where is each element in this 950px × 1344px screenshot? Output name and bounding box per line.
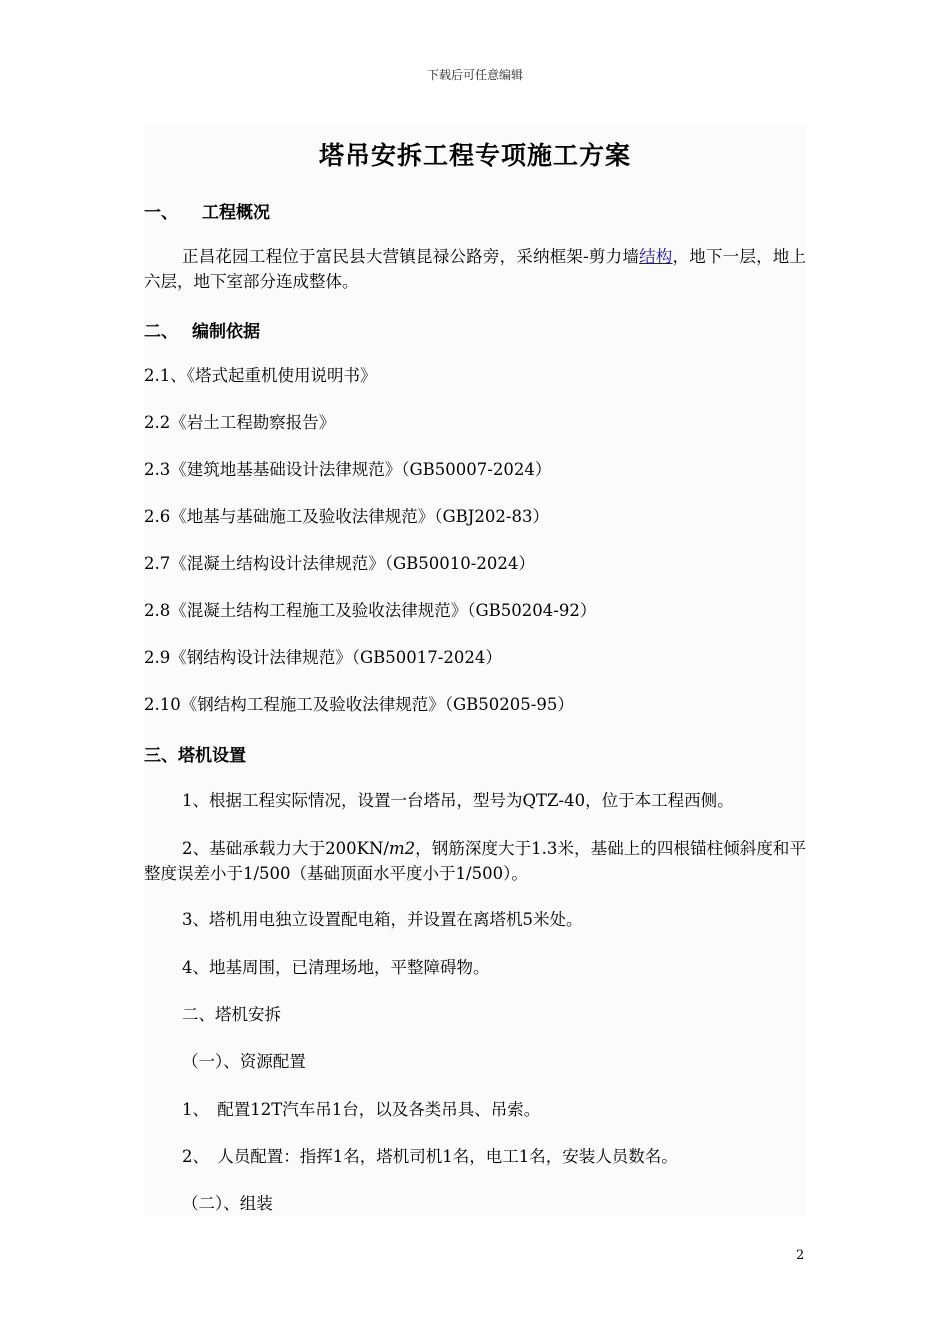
document-body xyxy=(144,124,806,1216)
section4-subheading-1: （一）、资源配置 xyxy=(182,1052,306,1071)
reference-item: 2.1、《塔式起重机使用说明书》 xyxy=(144,366,377,385)
section3-item-2-end: ，钢筋深度大于1.3米，基础上的四根锚柱倾斜度和平整度误差小于1/500（基础顶面水平度小于1/500）。 xyxy=(144,839,806,883)
reference-item: 2.3《建筑地基基础设计法律规范》（GB50007-2024） xyxy=(144,460,552,479)
structure-link[interactable]: 结构 xyxy=(639,247,673,266)
document-title: 塔吊安拆工程专项施工方案 xyxy=(318,141,631,170)
reference-item: 2.8《混凝土结构工程施工及验收法律规范》（GB50204-92） xyxy=(144,601,597,620)
section4-item: 1、 配置12T汽车吊1台，以及各类吊具、吊索。 xyxy=(182,1100,541,1119)
section2-number: 二、 xyxy=(144,322,178,342)
section3-item-3: 3、塔机用电独立设置配电箱，并设置在离塔机5米处。 xyxy=(182,910,583,929)
section4-item: 2、 人员配置：指挥1名，塔机司机1名，电工1名，安装人员数名。 xyxy=(182,1147,678,1166)
reference-item: 2.7《混凝土结构设计法律规范》（GB50010-2024） xyxy=(144,554,535,573)
page-number: 2 xyxy=(796,1248,805,1263)
section1-text-start: 正昌花园工程位于富民县大营镇昆禄公路旁，采纳框架-剪力墙 xyxy=(182,247,640,266)
section1-paragraph xyxy=(144,244,806,294)
reference-item: 2.6《地基与基础施工及验收法律规范》（GBJ202-83） xyxy=(144,507,549,526)
section2-heading xyxy=(144,317,260,342)
section3-heading: 三、塔机设置 xyxy=(144,746,246,766)
section1-number: 一、 xyxy=(144,203,178,223)
reference-item: 2.9《钢结构设计法律规范》（GB50017-2024） xyxy=(144,648,502,667)
section1-heading-text: 工程概况 xyxy=(202,203,270,223)
section3-item-4: 4、地基周围，已清理场地，平整障碍物。 xyxy=(182,958,490,977)
section2-heading-text: 编制依据 xyxy=(192,322,260,342)
section1-text-end: ，地下一层，地上六层，地下室部分连成整体。 xyxy=(144,247,807,291)
reference-item: 2.2《岩土工程勘察报告》 xyxy=(144,413,336,432)
section3-item-2 xyxy=(144,836,806,886)
section3-item-1: 1、根据工程实际情况，设置一台塔吊，型号为QTZ-40，位于本工程西侧。 xyxy=(182,791,734,810)
section4-heading: 二、塔机安拆 xyxy=(182,1005,281,1024)
section3-item-2-start: 2、基础承载力大于200KN/ xyxy=(182,839,389,858)
section1-heading xyxy=(144,198,270,223)
section4-subheading-2: （二）、组装 xyxy=(182,1194,273,1213)
section3-item-2-unit: m2 xyxy=(388,839,416,858)
reference-item: 2.10《钢结构工程施工及验收法律规范》（GB50205-95） xyxy=(144,695,574,714)
page-header-note: 下载后可任意编辑 xyxy=(426,68,523,82)
